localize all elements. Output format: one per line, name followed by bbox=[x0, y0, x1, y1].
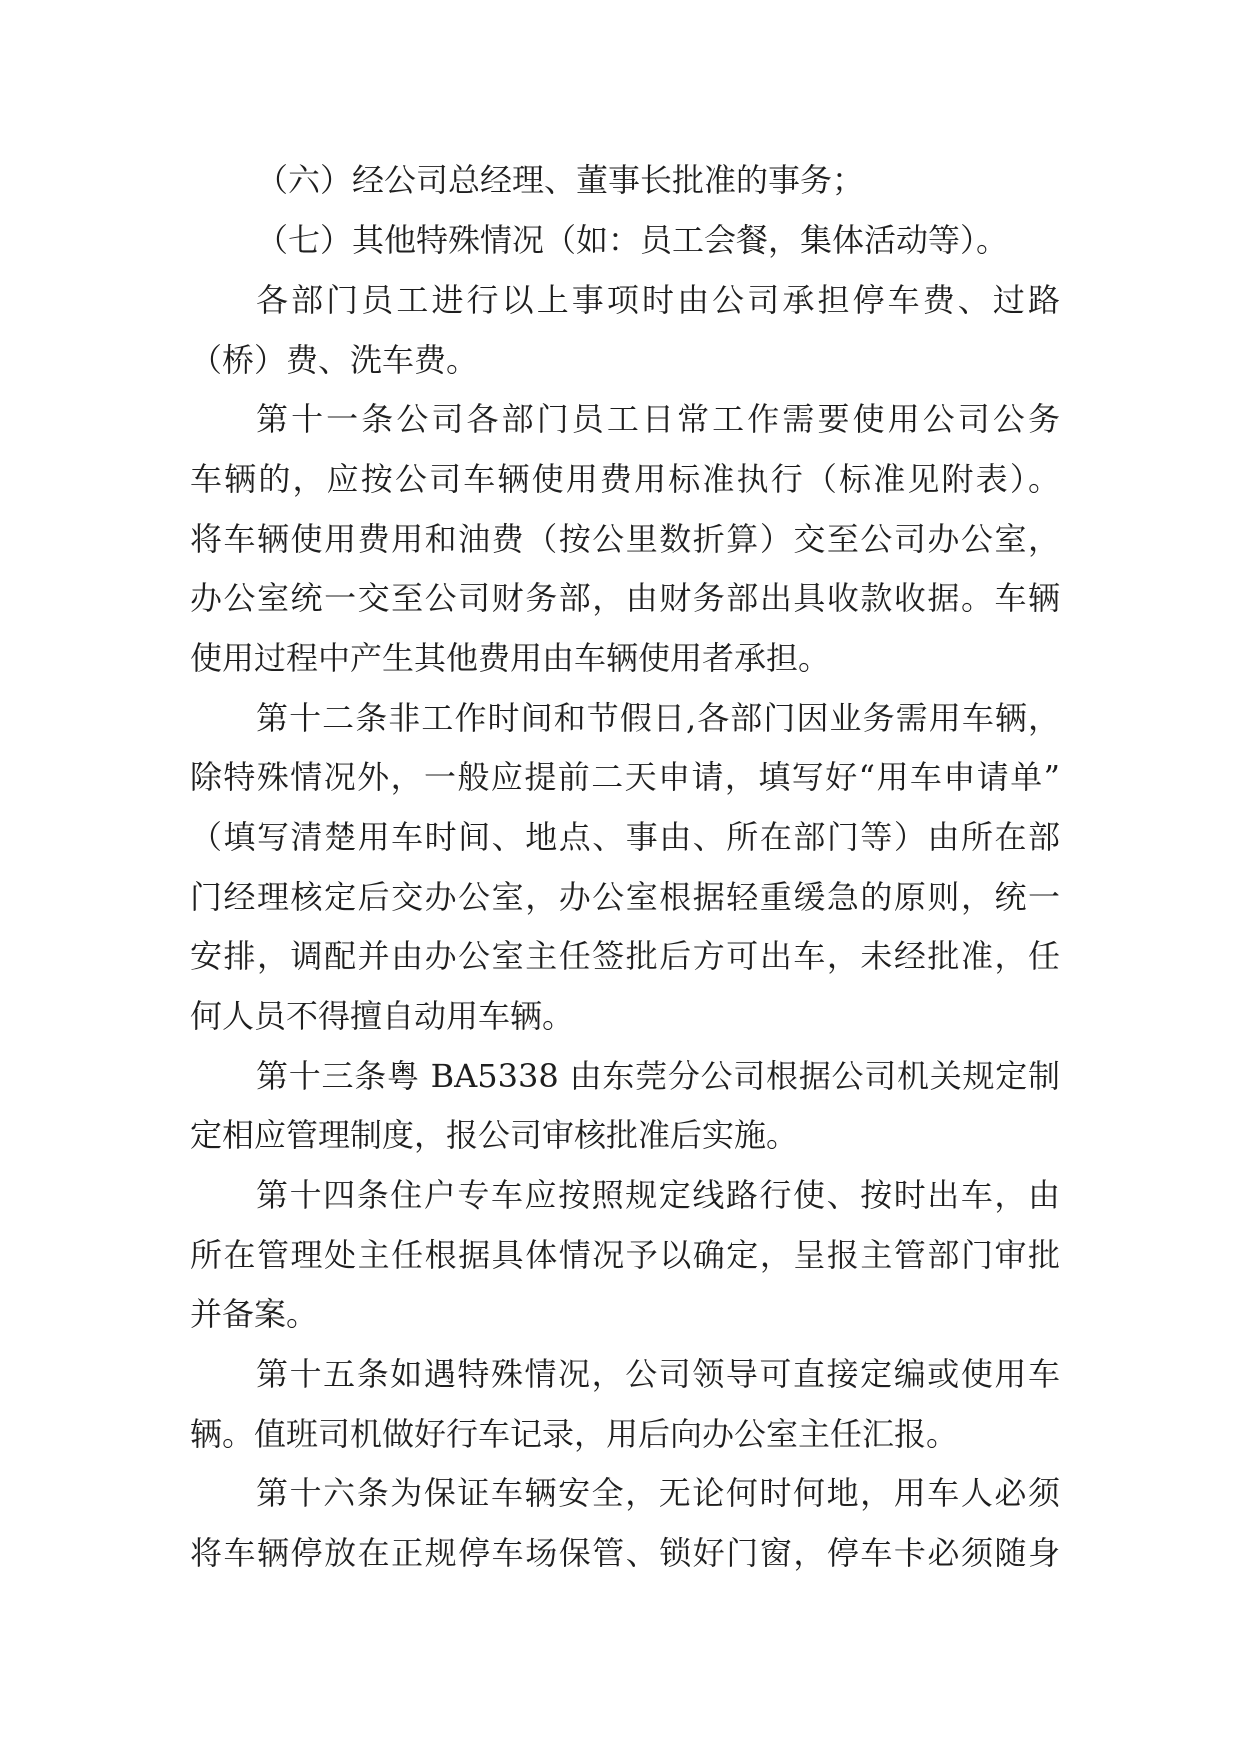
text-line-item-6: （六）经公司总经理、董事长批准的事务； bbox=[256, 161, 865, 199]
text-line-item-7: （七）其他特殊情况（如：员工会餐，集体活动等）。 bbox=[256, 221, 1009, 259]
text-line: 所在管理处主任根据具体情况予以确定，呈报主管部门审批 bbox=[190, 1236, 1060, 1274]
text-line: 并备案。 bbox=[190, 1295, 319, 1333]
text-line: 定相应管理制度，报公司审核批准后实施。 bbox=[190, 1116, 799, 1154]
text-line: 安排，调配并由办公室主任签批后方可出车，未经批准，任 bbox=[190, 937, 1060, 975]
text-line: 将车辆停放在正规停车场保管、锁好门窗，停车卡必须随身 bbox=[190, 1534, 1060, 1572]
text-line: 除特殊情况外，一般应提前二天申请，填写好“用车申请单” bbox=[190, 758, 1060, 796]
text-line-article-13: 第十三条粤 BA5338 由东莞分公司根据公司机关规定制 bbox=[256, 1057, 1060, 1095]
text-line-article-15: 第十五条如遇特殊情况，公司领导可直接定编或使用车 bbox=[256, 1355, 1060, 1393]
text-line-article-12: 第十二条非工作时间和节假日,各部门因业务需用车辆， bbox=[256, 699, 1060, 737]
text-line: 车辆的，应按公司车辆使用费用标准执行（标准见附表）。 bbox=[190, 460, 1060, 498]
text-line-article-11: 第十一条公司各部门员工日常工作需要使用公司公务 bbox=[256, 400, 1060, 438]
text-line: （桥）费、洗车费。 bbox=[190, 341, 479, 379]
text-line: 使用过程中产生其他费用由车辆使用者承担。 bbox=[190, 639, 831, 677]
text-line: （填写清楚用车时间、地点、事由、所在部门等）由所在部 bbox=[190, 818, 1060, 856]
text-line: 何人员不得擅自动用车辆。 bbox=[190, 997, 575, 1035]
text-line: 办公室统一交至公司财务部，由财务部出具收款收据。车辆 bbox=[190, 579, 1060, 617]
text-line-article-14: 第十四条住户专车应按照规定线路行使、按时出车，由 bbox=[256, 1176, 1060, 1214]
text-line: 门经理核定后交办公室，办公室根据轻重缓急的原则，统一 bbox=[190, 878, 1060, 916]
text-line: 辆。值班司机做好行车记录，用后向办公室主任汇报。 bbox=[190, 1415, 959, 1453]
text-line: 将车辆使用费用和油费（按公里数折算）交至公司办公室， bbox=[190, 520, 1060, 558]
text-line-paragraph-start: 各部门员工进行以上事项时由公司承担停车费、过路 bbox=[256, 281, 1060, 319]
text-line-article-16: 第十六条为保证车辆安全，无论何时何地，用车人必须 bbox=[256, 1474, 1060, 1512]
